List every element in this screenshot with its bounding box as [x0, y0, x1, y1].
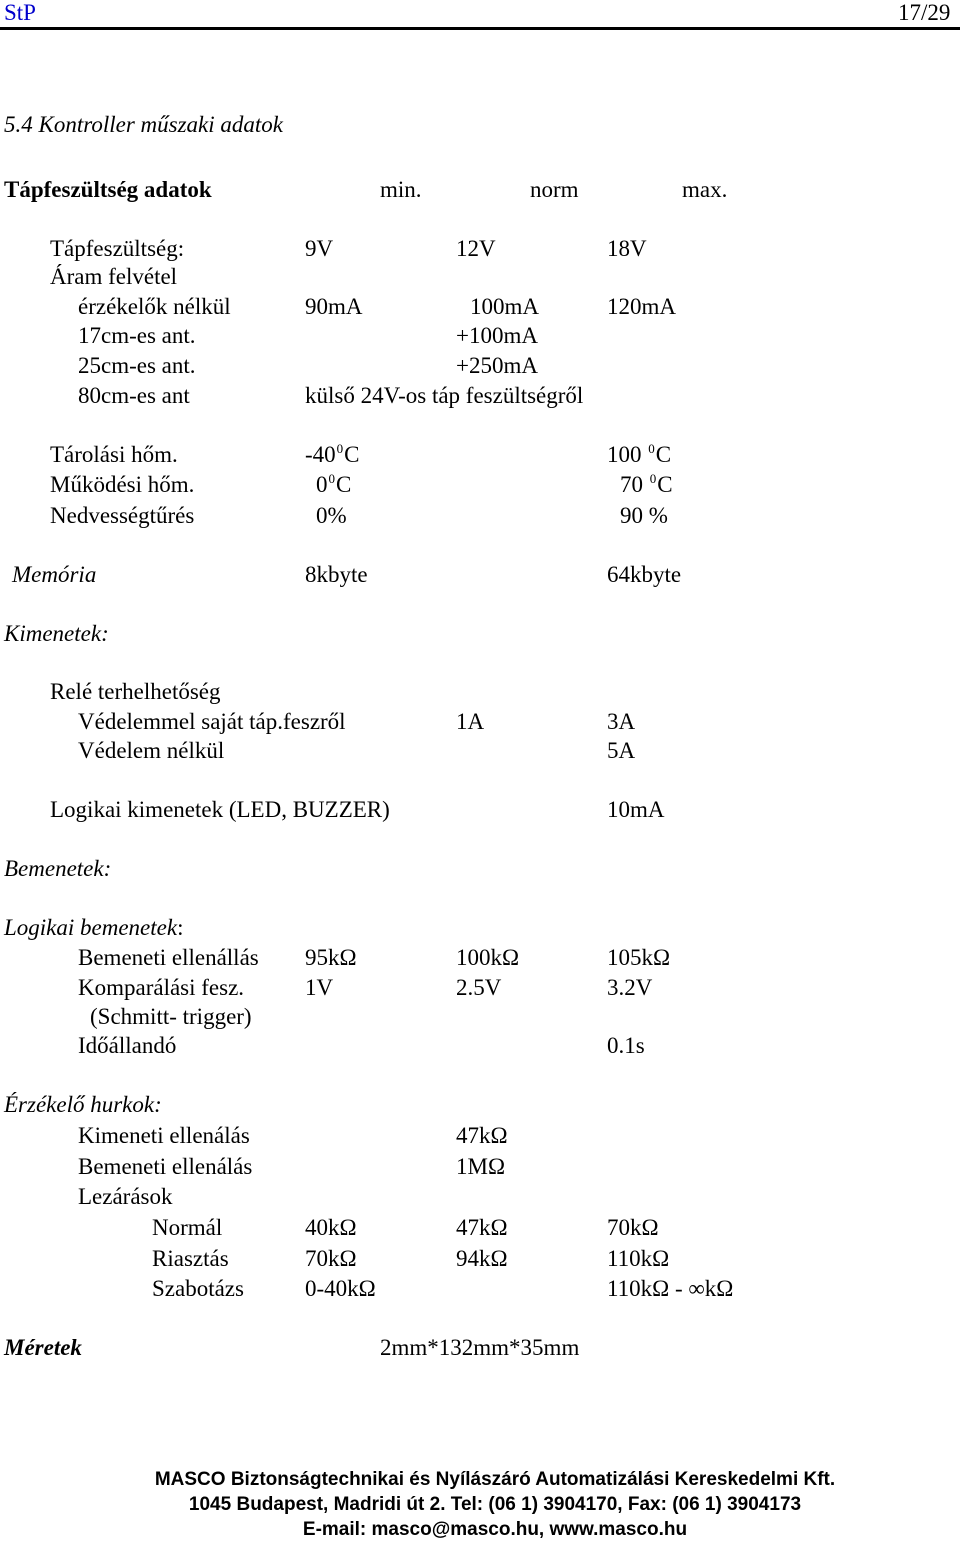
ant25-label: 25cm-es ant.: [78, 353, 196, 378]
alarm-max: 110kΩ: [607, 1246, 670, 1271]
protected-norm: 1A: [456, 709, 485, 734]
inputs-title: Bemenetek:: [4, 856, 112, 881]
schmitt-label: (Schmitt- trigger): [90, 1004, 252, 1029]
outputs-title: Kimenetek:: [4, 621, 109, 646]
header-left-label: StP: [4, 0, 36, 25]
logic-outputs-max: 10mA: [607, 797, 665, 822]
tamper-min: 0-40kΩ: [305, 1276, 376, 1301]
compare-max: 3.2V: [607, 975, 653, 1000]
operating-temp-min: $0^0C$: [316, 471, 352, 497]
current-label: Áram felvétel: [50, 264, 178, 289]
timing-label: Időállandó: [78, 1033, 177, 1058]
voltage-min: 9V: [305, 236, 334, 261]
loop-output-resistance-label: Kimeneti ellenálás: [78, 1123, 250, 1148]
ant17-norm: +100mA: [456, 323, 538, 348]
memory-min: 8kbyte: [305, 562, 368, 587]
timing-max: 0.1s: [607, 1033, 645, 1058]
storage-temp-max: 100 $^0$C: [607, 441, 672, 467]
col-norm-header: norm: [530, 177, 579, 202]
voltage-norm: 12V: [456, 236, 496, 261]
footer-address: 1045 Budapest, Madridi út 2. Tel: (06 1) 3904170, Fax: (06 1) 3904173: [188, 1494, 802, 1515]
compare-min: 1V: [305, 975, 334, 1000]
input-resistance-label: Bemeneti ellenállás: [78, 945, 259, 970]
footer-company: MASCO Biztonságtechnikai és Nyílászáró Automatizálási Kereskedelmi Kft.: [154, 1469, 836, 1490]
voltage-max: 18V: [607, 236, 647, 261]
protected-max: 3A: [607, 709, 636, 734]
protected-label: Védelemmel saját táp.feszről: [78, 709, 346, 734]
col-max-header: max.: [682, 177, 728, 202]
storage-temp-min: $-40^0C$: [305, 441, 360, 467]
operating-temp-label: Működési hőm.: [50, 472, 195, 497]
col-min-header: min.: [380, 177, 422, 202]
no-sensor-norm: 100mA: [470, 294, 539, 319]
ant80-value: külső 24V-os táp feszültségről: [305, 383, 584, 408]
loop-input-resistance-label: Bemeneti ellenálás: [78, 1154, 253, 1179]
voltage-label: Tápfeszültség:: [50, 236, 185, 261]
compare-norm: 2.5V: [456, 975, 502, 1000]
dimensions-label: Méretek: [4, 1335, 82, 1360]
relay-label: Relé terhelhetőség: [50, 679, 221, 704]
section-title: 5.4 Kontroller műszaki adatok: [4, 112, 283, 137]
humidity-min: 0%: [316, 503, 347, 528]
terminations-label: Lezárások: [78, 1184, 173, 1209]
unprotected-max: 5A: [607, 738, 636, 763]
no-sensor-min: 90mA: [305, 294, 363, 319]
alarm-min: 70kΩ: [305, 1246, 357, 1271]
storage-temp-label: Tárolási hőm.: [50, 442, 178, 467]
tamper-max: 110kΩ - ∞kΩ: [607, 1276, 734, 1301]
ant25-norm: +250mA: [456, 353, 538, 378]
tamper-label: Szabotázs: [152, 1276, 244, 1301]
page-number: 17/29: [898, 0, 951, 25]
header-divider: [0, 27, 960, 30]
normal-max: 70kΩ: [607, 1215, 659, 1240]
ant17-label: 17cm-es ant.: [78, 323, 196, 348]
alarm-norm: 94kΩ: [456, 1246, 508, 1271]
logic-inputs-title: Logikai bemenetek:: [4, 915, 184, 940]
no-sensor-label: érzékelők nélkül: [78, 294, 231, 319]
dimensions-value: 2mm*132mm*35mm: [380, 1335, 580, 1360]
input-resistance-min: 95kΩ: [305, 945, 357, 970]
input-resistance-max: 105kΩ: [607, 945, 671, 970]
loop-output-resistance-norm: 47kΩ: [456, 1123, 508, 1148]
humidity-label: Nedvességtűrés: [50, 503, 195, 528]
compare-label: Komparálási fesz.: [78, 975, 245, 1000]
normal-norm: 47kΩ: [456, 1215, 508, 1240]
supply-title: Tápfeszültség adatok: [4, 177, 212, 202]
input-resistance-norm: 100kΩ: [456, 945, 520, 970]
ant80-label: 80cm-es ant: [78, 383, 190, 408]
loop-input-resistance-norm: 1MΩ: [456, 1154, 506, 1179]
memory-label: Memória: [12, 562, 97, 587]
unprotected-label: Védelem nélkül: [78, 738, 225, 763]
operating-temp-max: 70 $^0$C: [620, 471, 673, 497]
normal-label: Normál: [152, 1215, 223, 1240]
no-sensor-max: 120mA: [607, 294, 676, 319]
footer-contact: E-mail: masco@masco.hu, www.masco.hu: [302, 1519, 688, 1540]
loops-title: Érzékelő hurkok:: [4, 1092, 162, 1117]
memory-max: 64kbyte: [607, 562, 682, 587]
alarm-label: Riasztás: [152, 1246, 229, 1271]
logic-outputs-label: Logikai kimenetek (LED, BUZZER): [50, 797, 390, 822]
normal-min: 40kΩ: [305, 1215, 357, 1240]
humidity-max: 90 %: [620, 503, 668, 528]
